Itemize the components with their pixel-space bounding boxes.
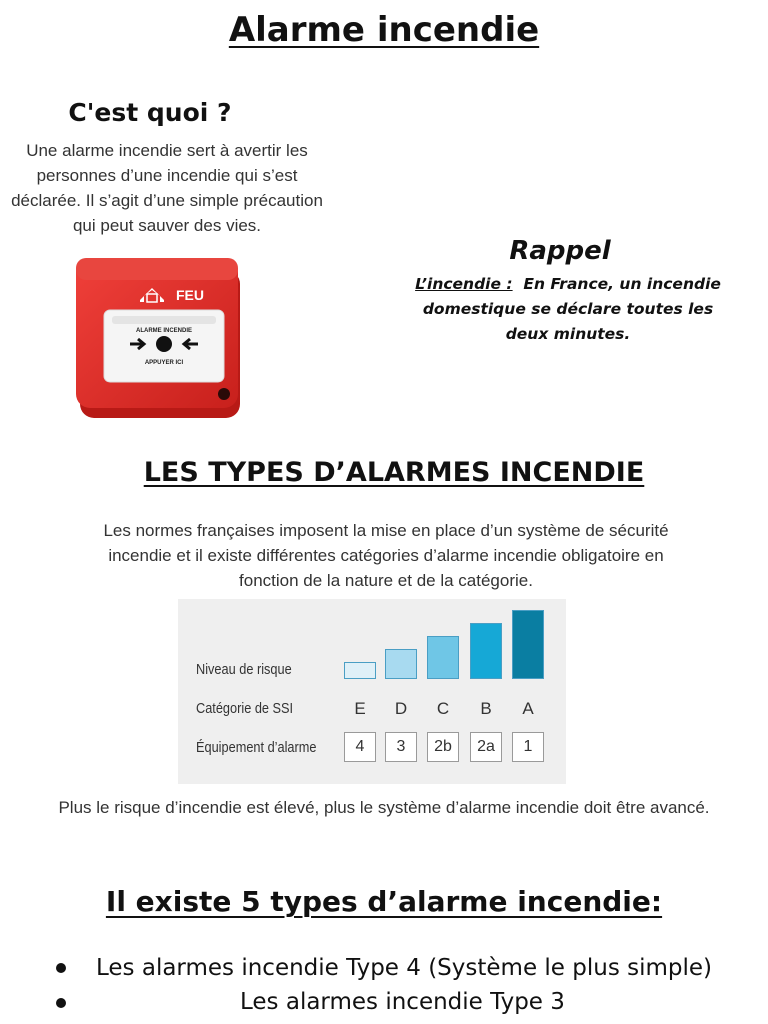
intro-heading: C'est quoi ? bbox=[68, 98, 232, 127]
equipment-e: 4 bbox=[344, 732, 376, 762]
category-b: B bbox=[480, 699, 492, 718]
risk-bar-a bbox=[512, 610, 544, 679]
risk-bar-b bbox=[470, 623, 502, 679]
list-item: Les alarmes incendie Type 3 bbox=[240, 989, 565, 1015]
row-label-equipment: Équipement d’alarme bbox=[196, 739, 317, 756]
risk-bar-d bbox=[385, 649, 417, 679]
list-item: Les alarmes incendie Type 4 (Système le plus simple) bbox=[96, 955, 713, 981]
risk-category-table bbox=[178, 599, 566, 784]
category-c: C bbox=[436, 699, 450, 718]
row-label-category: Catégorie de SSI bbox=[196, 700, 294, 717]
rappel-body: En France, un incendie domestique se déclare toutes les deux minutes. bbox=[422, 275, 721, 343]
device-brand-label: FEU bbox=[176, 287, 204, 303]
device-line2: APPUYER ICI bbox=[144, 360, 184, 366]
equipment-d: 3 bbox=[385, 732, 417, 762]
category-d: D bbox=[394, 699, 408, 718]
rappel-text bbox=[410, 272, 726, 347]
bullet-icon bbox=[54, 996, 68, 1010]
types-heading: LES TYPES D’ALARMES INCENDIE bbox=[143, 457, 645, 488]
conclusion-text: Plus le risque d’incendie est élevé, plus le système d’alarme incendie doit être avancé. bbox=[58, 798, 710, 817]
fire-alarm-call-point-image bbox=[72, 252, 247, 422]
rappel-label: L’incendie : bbox=[415, 275, 513, 293]
page-title: Alarme incendie bbox=[228, 10, 540, 50]
equipment-a: 1 bbox=[512, 732, 544, 762]
category-e: E bbox=[354, 699, 366, 718]
types-text: Les normes françaises imposent la mise en place d’un système de sécurité incendie et il existe différentes catégories d’alarme incendie obligatoire en fonction de la nature et de la catégorie. bbox=[103, 521, 669, 590]
intro-text: Une alarme incendie sert à avertir les personnes d’une incendie qui s’est déclarée. Il s’agit d’une simple précaution qui peut sauver des vies. bbox=[11, 141, 323, 235]
risk-bar-c bbox=[427, 636, 459, 679]
row-label-risk: Niveau de risque bbox=[196, 661, 292, 678]
category-a: A bbox=[522, 699, 534, 718]
rappel-heading: Rappel bbox=[509, 236, 611, 266]
device-line1: ALARME INCENDIE bbox=[135, 328, 193, 334]
exist-heading: Il existe 5 types d’alarme incendie: bbox=[105, 885, 663, 918]
equipment-c: 2b bbox=[427, 732, 459, 762]
equipment-b: 2a bbox=[470, 732, 502, 762]
risk-bar-e bbox=[344, 662, 376, 679]
bullet-icon bbox=[54, 961, 68, 975]
